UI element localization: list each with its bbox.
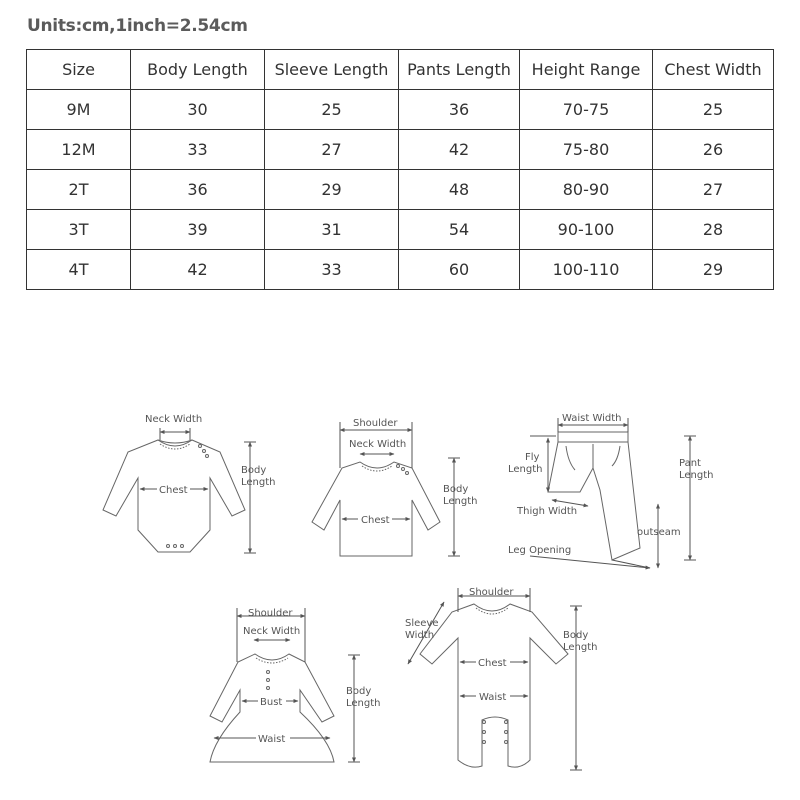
table-row bbox=[27, 210, 774, 250]
pants-pant-length-label-2: Length bbox=[679, 470, 714, 481]
column-header: Size bbox=[27, 50, 131, 90]
table-cell: 2T bbox=[27, 170, 131, 210]
table-cell: 29 bbox=[653, 250, 774, 290]
romper-waist-label: Waist bbox=[479, 692, 507, 703]
pants-fly-length-label-2: Length bbox=[508, 464, 543, 475]
bodysuit-chest-label: Chest bbox=[159, 485, 188, 496]
bodysuit-neck-width-label: Neck Width bbox=[145, 414, 203, 425]
size-chart-table bbox=[26, 49, 774, 290]
table-row bbox=[27, 170, 774, 210]
column-header: Chest Width bbox=[653, 50, 774, 90]
table-cell: 36 bbox=[399, 90, 520, 130]
pants-outseam-label: outseam bbox=[637, 527, 681, 538]
top-body-length-label: Body bbox=[443, 484, 469, 495]
table-cell: 39 bbox=[131, 210, 265, 250]
romper-diagram bbox=[408, 588, 582, 770]
top-shoulder-label: Shoulder bbox=[353, 418, 398, 429]
dress-shoulder-label: Shoulder bbox=[248, 608, 293, 619]
dress-body-length-label-2: Length bbox=[346, 698, 381, 709]
units-note: Units:cm,1inch=2.54cm bbox=[27, 16, 248, 36]
table-cell: 3T bbox=[27, 210, 131, 250]
table-cell: 27 bbox=[653, 170, 774, 210]
measurement-diagrams bbox=[0, 400, 800, 800]
table-cell: 9M bbox=[27, 90, 131, 130]
table-header-row bbox=[27, 50, 774, 90]
bodysuit-body-length-label-2: Length bbox=[241, 477, 276, 488]
table-row bbox=[27, 250, 774, 290]
dress-waist-label: Waist bbox=[258, 734, 286, 745]
bodysuit-body-length-label: Body bbox=[241, 465, 267, 476]
table-cell: 4T bbox=[27, 250, 131, 290]
table-cell: 80-90 bbox=[520, 170, 653, 210]
table-cell: 25 bbox=[265, 90, 399, 130]
romper-body-length-label-2: Length bbox=[563, 642, 598, 653]
table-cell: 31 bbox=[265, 210, 399, 250]
table-cell: 12M bbox=[27, 130, 131, 170]
table-cell: 70-75 bbox=[520, 90, 653, 130]
pants-thigh-width-label: Thigh Width bbox=[517, 506, 578, 517]
table-cell: 33 bbox=[265, 250, 399, 290]
romper-sleeve-width-label: Sleeve bbox=[405, 618, 439, 629]
table-cell: 26 bbox=[653, 130, 774, 170]
table-cell: 54 bbox=[399, 210, 520, 250]
dress-neck-width-label: Neck Width bbox=[243, 626, 301, 637]
column-header: Sleeve Length bbox=[265, 50, 399, 90]
table-cell: 25 bbox=[653, 90, 774, 130]
table-cell: 100-110 bbox=[520, 250, 653, 290]
top-neck-width-label: Neck Width bbox=[349, 439, 407, 450]
table-cell: 42 bbox=[399, 130, 520, 170]
romper-chest-label: Chest bbox=[478, 658, 507, 669]
pants-fly-length-label: Fly bbox=[525, 452, 540, 463]
table-cell: 29 bbox=[265, 170, 399, 210]
top-body-length-label-2: Length bbox=[443, 496, 478, 507]
table-cell: 33 bbox=[131, 130, 265, 170]
romper-body-length-label: Body bbox=[563, 630, 589, 641]
romper-shoulder-label: Shoulder bbox=[469, 587, 514, 598]
top-chest-label: Chest bbox=[361, 515, 390, 526]
table-cell: 27 bbox=[265, 130, 399, 170]
column-header: Body Length bbox=[131, 50, 265, 90]
dress-body-length-label: Body bbox=[346, 686, 372, 697]
column-header: Pants Length bbox=[399, 50, 520, 90]
table-cell: 42 bbox=[131, 250, 265, 290]
table-row bbox=[27, 130, 774, 170]
pants-pant-length-label: Pant bbox=[679, 458, 701, 469]
column-header: Height Range bbox=[520, 50, 653, 90]
pants-leg-opening-label: Leg Opening bbox=[508, 545, 572, 556]
dress-bust-label: Bust bbox=[260, 697, 283, 708]
table-cell: 90-100 bbox=[520, 210, 653, 250]
table-cell: 60 bbox=[399, 250, 520, 290]
romper-sleeve-width-label-2: Width bbox=[405, 630, 435, 641]
table-cell: 30 bbox=[131, 90, 265, 130]
table-row bbox=[27, 90, 774, 130]
table-cell: 48 bbox=[399, 170, 520, 210]
pants-waist-width-label: Waist Width bbox=[562, 413, 622, 424]
table-cell: 36 bbox=[131, 170, 265, 210]
table-cell: 75-80 bbox=[520, 130, 653, 170]
table-cell: 28 bbox=[653, 210, 774, 250]
